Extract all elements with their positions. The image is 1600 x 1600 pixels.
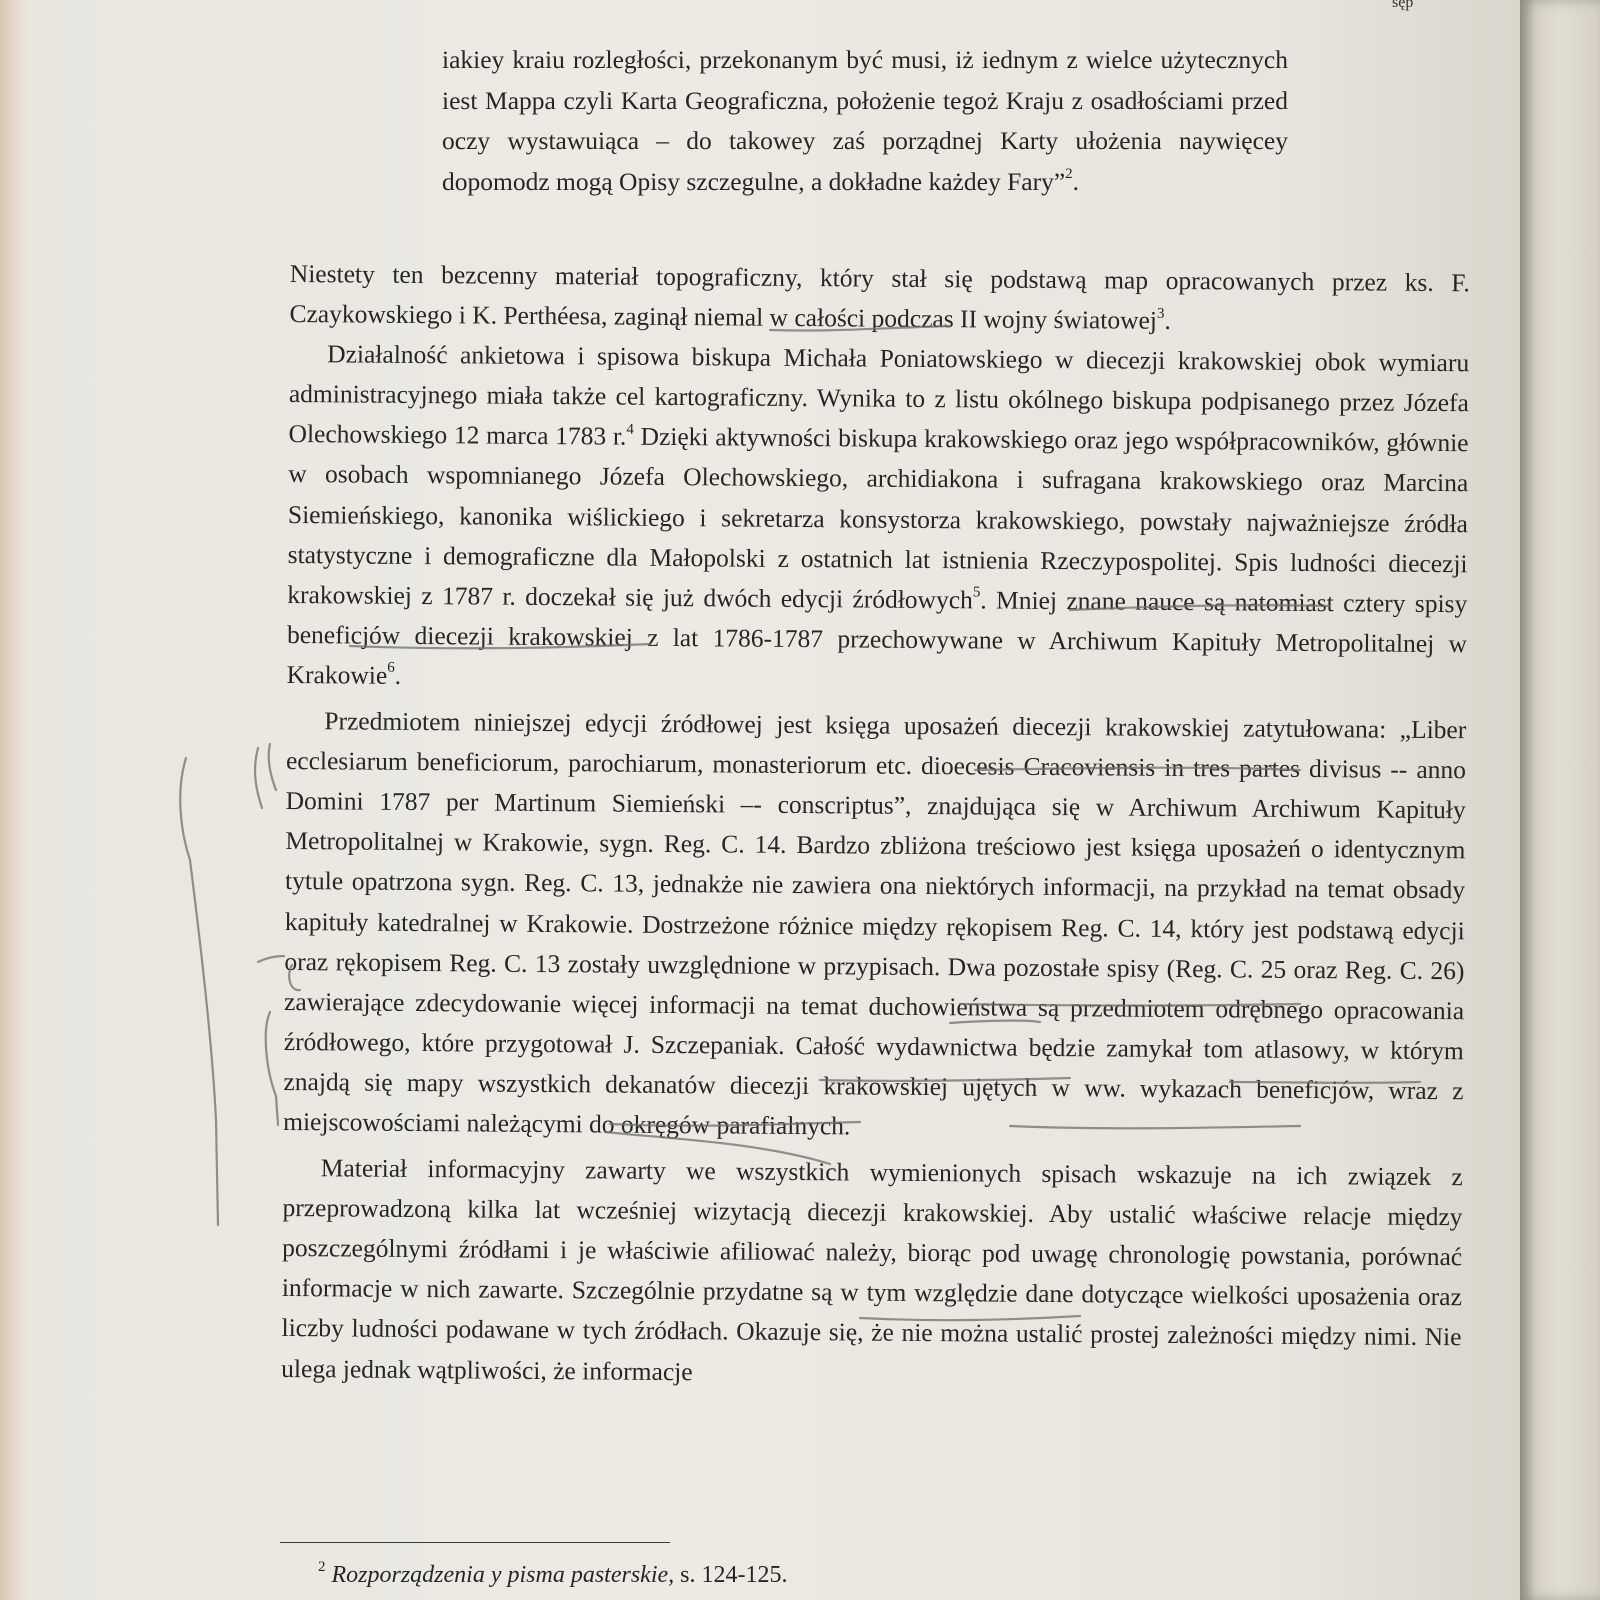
block-quote [442,40,1288,202]
paragraph-text: Materiał informacyjny zawarty we wszystkich wymienionych spisach wskazuje na ich związek z przeprowadzoną kilka lat wcześniej wizytacją diecezji krakowskiej. Aby ustalić właściwe relacje między poszczególnymi źródłami i je właściwie afiliować należy, biorąc pod uwagę chronologię powstania, porównać informacje w nich zawarte. Szczególnie przydatne są w tym względzie dane dotyczące wielkości uposażenia oraz liczby ludności podawane w tych źródłach. Okazuje się, że nie można ustalić prostej zależności między nimi. Nie ulega jednak wątpliwości, że informacje [281,1153,1463,1386]
body-text [281,254,1470,1398]
footnote-separator [280,1542,670,1543]
paragraph [281,1148,1463,1398]
paragraph-text: Działalność ankietowa i spisowa biskupa Michała Poniatowskiego w diecezji krakowskiej obok wymiaru administracyjnego miała także cel kartograficzny. Wynika to z listu okólnego biskupa podpisanego przez Józefa Olechowskiego 12 marca 1783 r. [288,339,1470,452]
quote-end: . [1072,166,1080,196]
paragraph-text: . Mniej znane nauce są natomiast cztery spisy beneficjów diecezji krakowskiej z lat 1786-1787 przechowywane w Archiwum Kapituły Metropolitalnej w Krakowie [286,585,1468,690]
footnote-number: 2 [318,1559,326,1575]
margin-mark-double [255,744,276,808]
paragraph [283,701,1466,1151]
footnote-ref-4[interactable]: 4 [626,421,634,438]
footnote-title: Rozporządzenia y pisma pasterskie, [331,1562,675,1588]
footnote-pages: s. 124-125. [674,1562,788,1588]
footnote-ref-2[interactable]: 2 [1065,166,1073,182]
paragraph [289,254,1470,343]
quote-text: iakiey kraiu rozległości, przekonanym być musi, iż iednym z wielce użytecznych iest Mappa czyli Karta Geograficzna, położenie tegoż Kraju z osadłościami przed oczy wystawuiąca – do takowey zaś porządnej Karty ułożenia naywięcey dopomodz mogą Opisy szczegulne, a dokładne każdey Fary” [442,45,1288,196]
paragraph-text: Przedmiotem niniejszej edycji źródłowej jest księga uposażeń diecezji krakowskiej zatytułowana: „Liber ecclesiarum beneficiorum, parochiarum, monasteriorum etc. dioecesis Cracoviensis in tres partes divisus -- anno Domini 1787 per Martinum Siemieński –- conscriptus”, znajdująca się w Archiwum Archiwum Kapituły Metropolitalnej w Krakowie, sygn. Reg. C. 14. Bardzo zbliżona treściowo jest księga uposażeń o identycznym tytule opatrzona sygn. Reg. C. 13, jednakże nie zawiera ona niektórych informacji, na przykład na temat obsady kapituły katedralnej w Krakowie. Dostrzeżone różnice między rękopisem Reg. C. 14, który jest podstawą edycji oraz rękopisem Reg. C. 13 zostały uwzględnione w przypisach. Dwa pozostałe spisy (Reg. C. 25 oraz Reg. C. 26) zawierające zdecydowanie więcej informacji na temat duchowieństwa są przedmiotem odrębnego opracowania źródłowego, które przygotował J. Szczepaniak. Całość wydawnictwa będzie zamykał tom atlasowy, w którym znajdą się mapy wszystkich dekanatów diecezji krakowskiej ujętych w ww. wykazach beneficjów, wraz z miejscowościami należącymi do okręgów parafialnych. [283,706,1467,1141]
margin-bracket-short [266,1012,278,1125]
paragraph-text: . [1164,305,1171,336]
margin-tick [258,956,284,962]
margin-bracket-long [180,758,218,1225]
footnote-ref-5[interactable]: 5 [972,584,981,601]
page-left-edge [0,0,30,1600]
paragraph-text: Niestety ten bezcenny materiał topograficzny, który stał się podstawą map opracowanych przez ks. F. Czaykowskiego i K. Perthéesa, zaginął niemal w całości podczas II wojny światowej [289,258,1470,335]
facing-page-edge [1520,0,1600,1600]
corner-mark: sęp [1392,0,1414,11]
footnote-ref-6[interactable]: 6 [387,660,395,677]
footnote [318,1559,788,1589]
paragraph [287,334,1470,704]
footnote-ref-3[interactable]: 3 [1156,305,1165,322]
paragraph-text: Dzięki aktywności biskupa krakowskiego oraz jego współpracowników, głównie w osobach wspomnianego Józefa Olechowskiego, archidiakona i sufragana krakowskiego oraz Marcina Siemieńskiego, kanonika wiślickiego i sekretarza konsystorza krakowskiego, powstały najważniejsze źródła statystyczne i demograficzne dla Małopolski z ostatnich lat istnienia Rzeczypospolitej. Spis ludności diecezji krakowskiej z 1787 r. doczekał się już dwóch edycji źródłowych [287,422,1469,615]
paragraph-text: . [394,660,402,690]
